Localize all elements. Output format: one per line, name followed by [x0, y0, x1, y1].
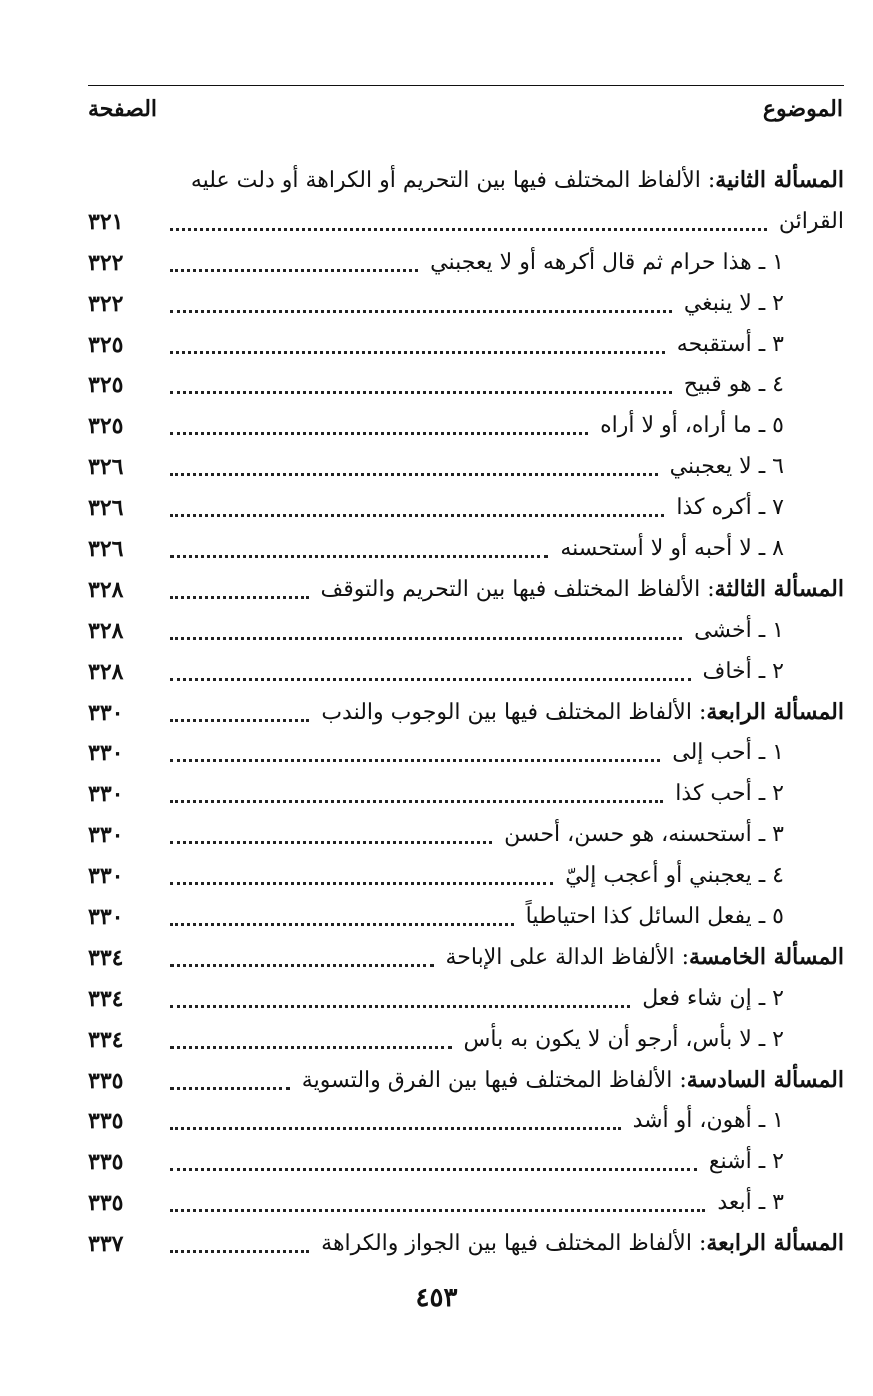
dot-leader — [170, 719, 309, 722]
toc-entry — [88, 241, 844, 282]
toc-entry — [88, 404, 844, 445]
column-header-page: الصفحة — [88, 96, 158, 122]
dot-leader — [170, 800, 663, 803]
toc-entry-title: ٥ ـ ما أراه، أو لا أراه — [600, 413, 784, 439]
toc-entry-title: ٢ ـ إن شاء فعل — [642, 985, 784, 1011]
toc-page-number: ٣٢٦ — [88, 454, 124, 481]
toc-entry — [88, 732, 844, 773]
toc-entry-title: ٢ ـ أشنع — [708, 1149, 784, 1175]
toc-entry-title: ١ ـ هذا حرام ثم قال أكرهه أو لا يعجبني — [430, 249, 784, 275]
dot-leader — [170, 555, 548, 558]
toc-section-title: : الألفاظ المختلف فيها بين التحريم أو الكراهة أو دلت عليه — [190, 168, 716, 193]
toc-entry — [88, 364, 844, 405]
toc-page-number: ٣٢٦ — [88, 536, 124, 563]
toc-page-number: ٣٣٠ — [88, 699, 124, 726]
dot-leader — [170, 759, 660, 762]
table-of-contents — [88, 160, 844, 1263]
toc-entry — [88, 160, 844, 241]
toc-section-label: المسألة الثانية — [715, 167, 844, 193]
toc-entry — [88, 813, 844, 854]
toc-page-number: ٣٢٨ — [88, 617, 124, 644]
toc-entry-title: ٥ ـ يفعل السائل كذا احتياطياً — [525, 904, 784, 930]
toc-section-title: : الألفاظ المختلف فيها بين الوجوب والندب — [321, 699, 707, 725]
toc-page-number: ٣٣٠ — [88, 822, 124, 849]
toc-section-label: المسألة السادسة — [686, 1066, 844, 1093]
toc-section-label: المسألة الرابعة — [706, 1230, 844, 1257]
dot-leader — [170, 473, 658, 476]
toc-entry-title: ٣ ـ أستحسنه، هو حسن، أحسن — [504, 822, 784, 848]
column-header-topic: الموضوع — [762, 96, 843, 122]
toc-entry — [88, 1100, 844, 1141]
toc-entry-title — [191, 165, 844, 200]
dot-leader — [170, 1046, 452, 1049]
toc-page-number: ٣٢٢ — [88, 249, 124, 276]
dot-leader — [170, 391, 672, 394]
toc-entry — [88, 568, 844, 609]
toc-page-number: ٣٣٥ — [88, 1108, 124, 1135]
toc-section-title: : الألفاظ المختلف فيها بين الجواز والكراهة — [321, 1231, 707, 1257]
toc-entry — [88, 527, 844, 568]
dot-leader — [170, 923, 514, 926]
toc-section-title: : الألفاظ المختلف فيها بين التحريم والتوقف — [320, 576, 715, 602]
toc-entry-title: ٤ ـ هو قبيح — [683, 372, 784, 398]
toc-page-number: ٣٣٠ — [88, 781, 124, 808]
dot-leader — [170, 228, 767, 231]
dot-leader — [170, 678, 691, 681]
dot-leader — [170, 964, 434, 967]
toc-entry — [88, 1181, 844, 1222]
toc-entry — [88, 1222, 844, 1263]
toc-entry-title: ٧ ـ أكره كذا — [676, 495, 784, 521]
toc-entry-continuation: القرائن — [778, 208, 844, 234]
toc-entry-title: ١ ـ أهون، أو أشد — [632, 1108, 784, 1134]
toc-page-number: ٣٣٥ — [88, 1067, 124, 1094]
toc-page-number: ٣٣٠ — [88, 904, 124, 931]
dot-leader — [170, 1250, 309, 1253]
toc-entry-title: ٦ ـ لا يعجبني — [669, 454, 784, 480]
toc-entry-title — [321, 1228, 844, 1263]
toc-entry-title: ٣ ـ أستقبحه — [676, 331, 784, 357]
toc-entry-title: ٣ ـ أبعد — [717, 1190, 784, 1216]
dot-leader — [170, 351, 665, 354]
toc-entry — [88, 323, 844, 364]
toc-section-label: المسألة الخامسة — [689, 943, 844, 970]
toc-entry-title — [302, 1065, 844, 1100]
toc-entry — [88, 936, 844, 977]
toc-entry — [88, 1059, 844, 1100]
toc-entry — [88, 486, 844, 527]
toc-entry — [88, 445, 844, 486]
toc-entry — [88, 1140, 844, 1181]
dot-leader — [170, 1087, 290, 1090]
toc-entry — [88, 772, 844, 813]
toc-page-number: ٣٣٠ — [88, 740, 124, 767]
dot-leader — [170, 269, 418, 272]
header-rule — [88, 85, 844, 86]
toc-entry-title: ٢ ـ لا بأس، أرجو أن لا يكون به بأس — [463, 1026, 784, 1052]
toc-entry — [88, 609, 844, 650]
toc-entry-title — [446, 942, 844, 977]
dot-leader — [170, 596, 309, 599]
toc-entry — [88, 691, 844, 732]
dot-leader — [170, 1209, 705, 1212]
toc-entry — [88, 650, 844, 691]
toc-page-number: ٣٣٤ — [88, 944, 124, 971]
dot-leader — [170, 310, 672, 313]
toc-entry-title: ٢ ـ لا ينبغي — [683, 290, 784, 316]
toc-page-number: ٣٢٨ — [88, 576, 124, 603]
toc-section-title: : الألفاظ الدالة على الإباحة — [445, 944, 690, 970]
toc-section-label: المسألة الثالثة — [714, 575, 844, 602]
toc-entry — [88, 282, 844, 323]
toc-page-number: ٣٣٠ — [88, 863, 124, 890]
toc-page-number: ٣٣٧ — [88, 1231, 124, 1258]
toc-entry-title: ٢ ـ أخاف — [702, 658, 784, 684]
toc-entry-title: ٨ ـ لا أحبه أو لا أستحسنه — [560, 536, 784, 562]
toc-page-number: ٣٣٤ — [88, 1026, 124, 1053]
toc-page-number: ٣٢٥ — [88, 331, 124, 358]
toc-page-number: ٣٢١ — [88, 208, 124, 235]
toc-page-number: ٣٣٥ — [88, 1190, 124, 1217]
dot-leader — [170, 514, 664, 517]
toc-page-number: ٣٢٥ — [88, 372, 124, 399]
dot-leader — [170, 1127, 621, 1130]
dot-leader — [170, 841, 492, 844]
page-number: ٤٥٣ — [415, 1283, 458, 1313]
toc-page-number: ٣٣٥ — [88, 1149, 124, 1176]
toc-page-number: ٣٣٤ — [88, 985, 124, 1012]
toc-entry — [88, 977, 844, 1018]
toc-page-number: ٣٢٥ — [88, 413, 124, 440]
toc-section-label: المسألة الرابعة — [706, 698, 844, 725]
dot-leader — [170, 1168, 697, 1171]
toc-entry-title: ١ ـ أخشى — [694, 617, 784, 643]
toc-page-number: ٣٢٦ — [88, 495, 124, 522]
toc-entry-title — [321, 574, 844, 609]
toc-page-number: ٣٢٢ — [88, 290, 124, 317]
toc-entry — [88, 1018, 844, 1059]
toc-entry-title: ١ ـ أحب إلى — [672, 740, 784, 766]
dot-leader — [170, 637, 682, 640]
toc-entry-title: ٤ ـ يعجبني أو أعجب إليّ — [565, 863, 784, 889]
toc-page-number: ٣٢٨ — [88, 658, 124, 685]
toc-section-title: : الألفاظ المختلف فيها بين الفرق والتسوية — [301, 1067, 687, 1093]
toc-entry — [88, 895, 844, 936]
toc-entry — [88, 854, 844, 895]
dot-leader — [170, 882, 553, 885]
dot-leader — [170, 432, 588, 435]
toc-entry-title: ٢ ـ أحب كذا — [675, 781, 784, 807]
toc-entry-title — [321, 697, 844, 732]
dot-leader — [170, 1005, 630, 1008]
